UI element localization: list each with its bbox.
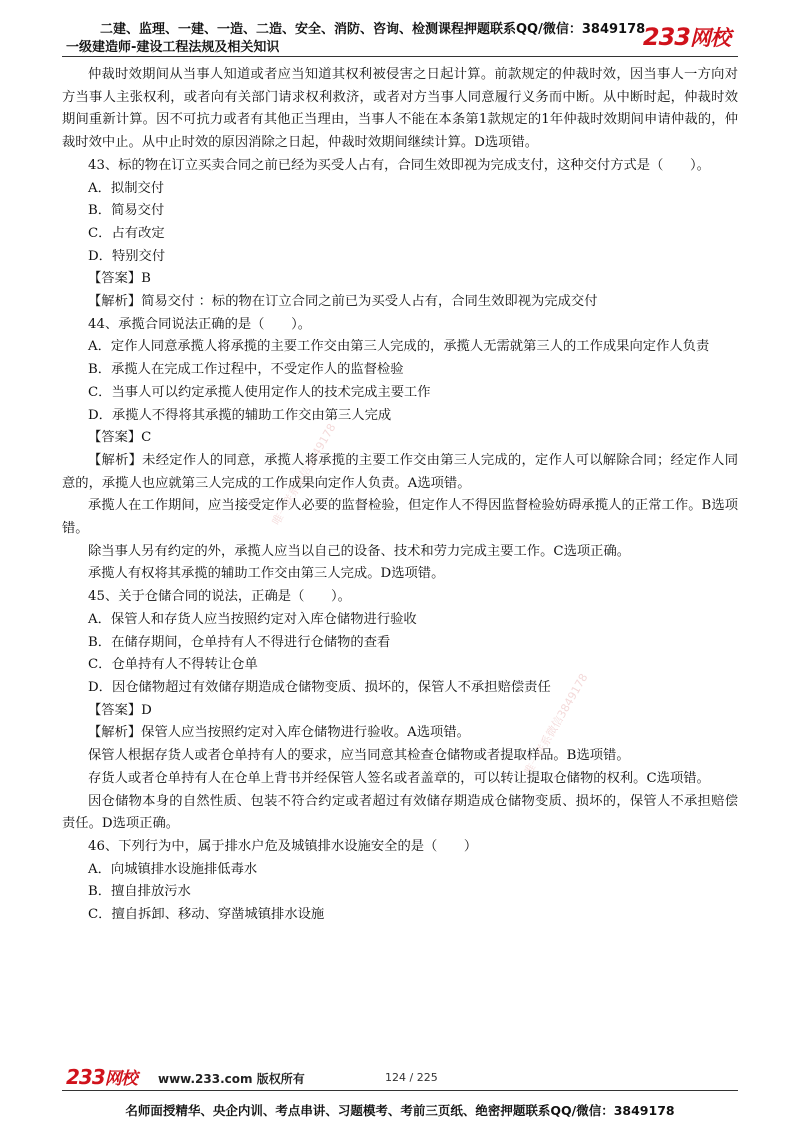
- q45-stem: 45、关于仓储合同的说法，正确是（ ）。: [88, 589, 351, 605]
- q44-analysis-3: 除当事人另有约定的外，承揽人应当以自己的设备、技术和劳力完成主要工作。C选项正确。: [88, 543, 631, 559]
- q44-option-c: C．当事人可以约定承揽人使用定作人的技术完成主要工作: [88, 384, 431, 400]
- page-number: 124 / 225: [385, 1071, 438, 1084]
- footer-copyright: www.233.com 版权所有: [158, 1072, 305, 1086]
- q44-answer: 【答案】C: [88, 430, 152, 446]
- q44-option-d: D．承揽人不得将其承揽的辅助工作交由第三人完成: [88, 407, 392, 423]
- intro-paragraph: 仲裁时效期间从当事人知道或者应当知道其权利被侵害之日起计算。前款规定的仲裁时效，因当事人一方向对方当事人主张权利，或者向有关部门请求权利救济，或者对方当事人同意履行义务而中断。从中断时起，仲裁时效期间重新计算。因不可抗力或者有其他正当理由，当事人不能在本条第1款规定的1年仲裁时效期间申请仲裁的，仲裁时效中止。从中止时效的原因消除之日起，仲裁时效期间继续计算。D选项错。: [62, 67, 738, 151]
- watermark-2: 唯一联系微信3849178: [521, 671, 591, 778]
- q44-analysis-4: 承揽人有权将其承揽的辅助工作交由第三人完成。D选项错。: [88, 566, 445, 582]
- q43-option-d: D．特别交付: [88, 248, 166, 264]
- question-44: [62, 314, 738, 586]
- q46-option-b: B．擅自排放污水: [88, 884, 191, 900]
- question-45: [62, 586, 738, 836]
- q44-option-b: B．承揽人在完成工作过程中，不受定作人的监督检验: [88, 362, 404, 378]
- q43-analysis: 【解析】简易交付 ：标的物在订立合同之前已为买受人占有，合同生效即视为完成交付: [88, 294, 598, 310]
- header-divider: [62, 56, 738, 57]
- q45-answer: 【答案】D: [88, 702, 152, 718]
- logo-text: 网校: [690, 26, 730, 50]
- footer-divider: [62, 1090, 738, 1091]
- q45-analysis-2: 保管人根据存货人或者仓单持有人的要求，应当同意其检查仓储物或者提取样品。B选项错。: [88, 748, 630, 764]
- q43-option-b: B．简易交付: [88, 203, 165, 219]
- document-body: [62, 64, 738, 927]
- q45-option-d: D．因仓储物超过有效储存期造成仓储物变质、损坏的，保管人不承担赔偿责任: [88, 679, 551, 695]
- q46-option-a: A．向城镇排水设施排低毒水: [88, 861, 258, 877]
- q45-option-a: A．保管人和存货人应当按照约定对入库仓储物进行验收: [88, 611, 417, 627]
- footer-logo-number: 233: [66, 1065, 105, 1089]
- q44-stem: 44、承揽合同说法正确的是（ ）。: [88, 316, 312, 332]
- footer-contact-line: 名师面授精华、央企内训、考点串讲、习题模考、考前三页纸、绝密押题联系QQ/微信：3849178: [125, 1103, 675, 1118]
- q45-option-c: C．仓单持有人不得转让仓单: [88, 657, 258, 673]
- q43-answer: 【答案】B: [88, 271, 151, 287]
- q45-analysis-3: 存货人或者仓单持有人在仓单上背书并经保管人签名或者盖章的，可以转让提取仓储物的权利。C选项错。: [88, 770, 710, 786]
- q43-stem: 43、标的物在订立买卖合同之前已经为买受人占有，合同生效即视为完成支付，这种交付方式是（ ）。: [88, 157, 710, 173]
- q43-option-c: C．占有改定: [88, 225, 165, 241]
- q44-analysis-1: 【解析】未经定作人的同意，承揽人将承揽的主要工作交由第三人完成的，定作人可以解除合同；经定作人同意的，承揽人也应就第三人完成的工作成果向定作人负责。A选项错。: [62, 452, 738, 491]
- question-43: [62, 155, 738, 314]
- logo-number: 233: [642, 23, 690, 51]
- header-contact-line: 二建、监理、一建、一造、二造、安全、消防、咨询、检测课程押题联系QQ/微信：3849178: [100, 22, 646, 37]
- header-subject-line: 一级建造师-建设工程法规及相关知识: [66, 40, 280, 55]
- q45-analysis-4: 因仓储物本身的自然性质、包装不符合约定或者超过有效储存期造成仓储物变质、损坏的，保管人不承担赔偿责任。D选项正确。: [62, 793, 738, 832]
- question-46: [62, 836, 738, 927]
- q44-analysis-2: 承揽人在工作期间，应当接受定作人必要的监督检验，但定作人不得因监督检验妨碍承揽人的正常工作。B选项错。: [62, 498, 738, 537]
- brand-logo: [643, 22, 730, 52]
- q43-option-a: A．拟制交付: [88, 180, 165, 196]
- q44-option-a: A．定作人同意承揽人将承揽的主要工作交由第三人完成的，承揽人无需就第三人的工作成果向定作人负责: [88, 339, 710, 355]
- q46-stem: 46、下列行为中，属于排水户危及城镇排水设施安全的是（ ）: [88, 838, 478, 854]
- watermark-1: 唯一联系微信3849178: [269, 421, 339, 528]
- q45-analysis-1: 【解析】保管人应当按照约定对入库仓储物进行验收。A选项错。: [88, 725, 470, 741]
- footer-logo-text: 网校: [104, 1069, 137, 1089]
- q46-option-c: C．擅自拆卸、移动、穿凿城镇排水设施: [88, 907, 325, 923]
- q45-option-b: B．在储存期间，仓单持有人不得进行仓储物的查看: [88, 634, 391, 650]
- footer-logo: [66, 1064, 137, 1089]
